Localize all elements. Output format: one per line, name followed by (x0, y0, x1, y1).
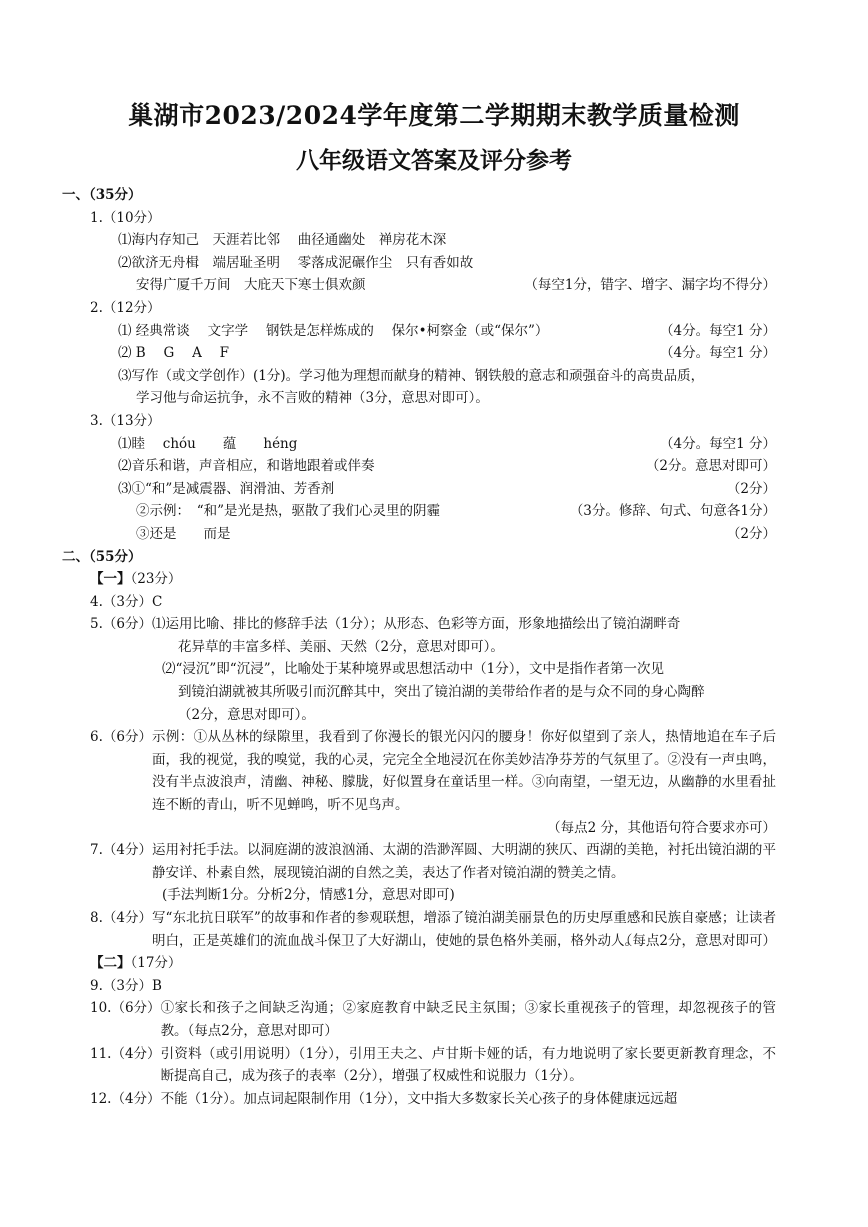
q6-scoring-note: （每点2 分，其他语句符合要求亦可） (547, 819, 776, 836)
q12-label: 12.（4分） (90, 1090, 161, 1107)
q2-answer-1-note: （4分。每空1 分） (660, 322, 776, 339)
page-subtitle: 八年级语文答案及评分参考 (296, 147, 572, 174)
q5-answer-1-text: ⑴运用比喻、排比的修辞手法（1分）；从形态、色彩等方面，形象地描绘出了镜泊湖畔奇 (151, 616, 681, 633)
q2-label: 2.（12分） (90, 299, 161, 316)
q2-answer-1 (62, 320, 776, 343)
q3-answer-5-note: （2分） (726, 525, 776, 542)
q10-label: 10.（6分） (90, 1000, 161, 1017)
q5-label: 5.（6分） (90, 616, 152, 633)
q10-answer-text: ①家长和孩子之间缺乏沟通；②家庭教育中缺乏民主氛围；③家长重视孩子的管理，却忽视孩子的管教。（每点2分，意思对即可） (160, 1000, 776, 1039)
part-1-label: 【一】 (90, 571, 131, 588)
q1-answer-3 (62, 274, 776, 297)
q2-answer-2-text: ⑵ B G A F (118, 345, 229, 362)
q1-answer-1: ⑴海内存知己 天涯若比邻 曲径通幽处 禅房花木深 (118, 232, 447, 249)
q5-answer-2: ⑵“浸沉”即“沉浸”，比喻处于某种境界或思想活动中（1分），文中是指作者第一次见 (162, 661, 664, 678)
q3-answer-5-text: ③还是 而是 (136, 525, 231, 542)
q6-answer-text: 示例：①从丛林的绿隙里，我看到了你漫长的银光闪闪的腰身！你好似望到了亲人，热情地追在车子后面，我的视觉，我的嗅觉，我的心灵，完完全全地浸沉在你美妙洁净芬芳的气氛里了。②没有一声虫鸣，没有半点波浪声，清幽、神秘、朦胧，好似置身在童话里一样。③向南望，一望无边，从幽静的水里看扯连不断的青山，听不见蝉鸣，听不见鸟声。 (151, 729, 776, 814)
q5-answer-1-cont: 花异草的丰富多样、美丽、天然（2分，意思对即可）。 (178, 638, 504, 655)
part-1-heading (62, 568, 776, 591)
page-title: 巢湖市2023/2024学年度第二学期期末教学质量检测 (128, 101, 740, 130)
q3-answer-2-text: ⑵音乐和谐，声音相应，和谐地跟着或伴奏 (118, 458, 375, 475)
q4-answer: 4.（3分）C (90, 593, 163, 610)
q6-block (62, 726, 776, 816)
q1-label: 1.（10分） (90, 209, 161, 226)
section-2-heading: 二、（55分） (62, 548, 142, 565)
q2-answer-3-cont: 学习他与命运抗争，永不言败的精神（3分，意思对即可）。 (136, 390, 489, 407)
q9-answer: 9.（3分）B (90, 977, 162, 994)
q2-answer-3: ⑶写作（或文学创作）(1分)。学习他为理想而献身的精神、钢铁般的意志和顽强奋斗的高贵品质， (118, 367, 705, 384)
q5-answer-2-cont2: （2分，意思对即可）。 (178, 706, 315, 723)
q2-answer-2 (62, 342, 776, 365)
q11-block (62, 1043, 776, 1088)
part-2-heading (62, 952, 776, 975)
q1-answer-3-text: 安得广厦千万间 大庇天下寒士俱欢颜 (136, 277, 366, 294)
q6-label: 6.（6分） (90, 729, 152, 746)
q3-label: 3.（13分） (90, 412, 161, 429)
section-1-heading: 一、（35分） (62, 187, 142, 203)
q11-label: 11.（4分） (90, 1045, 161, 1062)
q3-answer-1 (62, 433, 776, 456)
q3-answer-3-note: （2分） (726, 480, 776, 497)
q3-answer-4-note: （3分。修辞、句式、句意各1分） (569, 503, 776, 520)
q3-answer-3 (62, 478, 776, 501)
q3-answer-1-text: ⑴睦 chóu 蕴 héng (118, 435, 298, 452)
q6-note-line (62, 817, 776, 840)
q12-block (62, 1088, 776, 1111)
q12-answer-text: 不能（1分）。加点词起限制作用（1分），文中指大多数家长关心孩子的身体健康远远超 (160, 1090, 678, 1107)
q10-block (62, 997, 776, 1042)
part-2-score: （17分） (130, 955, 182, 972)
q2-answer-1-text: ⑴ 经典常谈 文字学 钢铁是怎样炼成的 保尔•柯察金（或“保尔”） (118, 322, 549, 339)
q3-answer-4-text: ②示例： “和”是光是热，驱散了我们心灵里的阴霾 (136, 503, 441, 520)
q3-answer-5 (62, 523, 776, 546)
q11-answer-text: 引资料（或引用说明）（1分），引用王夫之、卢甘斯卡娅的话，有力地说明了家长要更新教育理念，不断提高自己，成为孩子的表率（2分），增强了权威性和说服力（1分）。 (160, 1045, 776, 1085)
answer-content (62, 184, 776, 1110)
q2-answer-2-note: （4分。每空1 分） (660, 345, 776, 362)
q8-label: 8.（4分） (90, 910, 152, 926)
q7-block (62, 839, 776, 884)
q8-answer-text: 写“东北抗日联军”的故事和作者的参观联想，增添了镜泊湖美丽景色的历史厚重感和民族自豪感；让读者明白，正是英雄们的流血战斗保卫了大好湖山，使她的景色格外美丽，格外动人。 (151, 910, 776, 949)
q3-answer-1-note: （4分。每空1 分） (660, 435, 776, 452)
q3-answer-3-text: ⑶①“和”是减震器、润滑油、芳香剂 (118, 480, 335, 497)
q1-scoring-note: （每空1分，错字、增字、漏字均不得分） (524, 277, 776, 294)
q7-label: 7.（4分） (90, 842, 152, 859)
q7-answer-text: 运用衬托手法。以洞庭湖的波浪汹涌、太湖的浩渺浑圆、大明湖的狭仄、西湖的美艳，衬托出镜泊湖的平静安详、朴素自然，展现镜泊湖的自然之美，表达了作者对镜泊湖的赞美之情。 (151, 842, 776, 881)
q3-answer-4 (62, 500, 776, 523)
q8-scoring-note: （每点2分，意思对即可） (618, 932, 776, 949)
part-1-score: （23分） (130, 571, 182, 588)
q5-answer-2-cont: 到镜泊湖就被其所吸引而沉醉其中，突出了镜泊湖的美带给作者的是与众不同的身心陶醉 (178, 684, 705, 701)
q3-answer-2 (62, 455, 776, 478)
part-2-label: 【二】 (90, 955, 131, 972)
q1-answer-2: ⑵欲济无舟楫 端居耻圣明 零落成泥碾作尘 只有香如故 (118, 254, 474, 271)
q5-answer-1 (62, 613, 776, 636)
q8-note-line (62, 930, 776, 953)
q7-scoring-note: (手法判断1分。分析2分，情感1分，意思对即可) (162, 887, 455, 904)
q3-answer-2-note: （2分。意思对即可） (645, 458, 776, 475)
